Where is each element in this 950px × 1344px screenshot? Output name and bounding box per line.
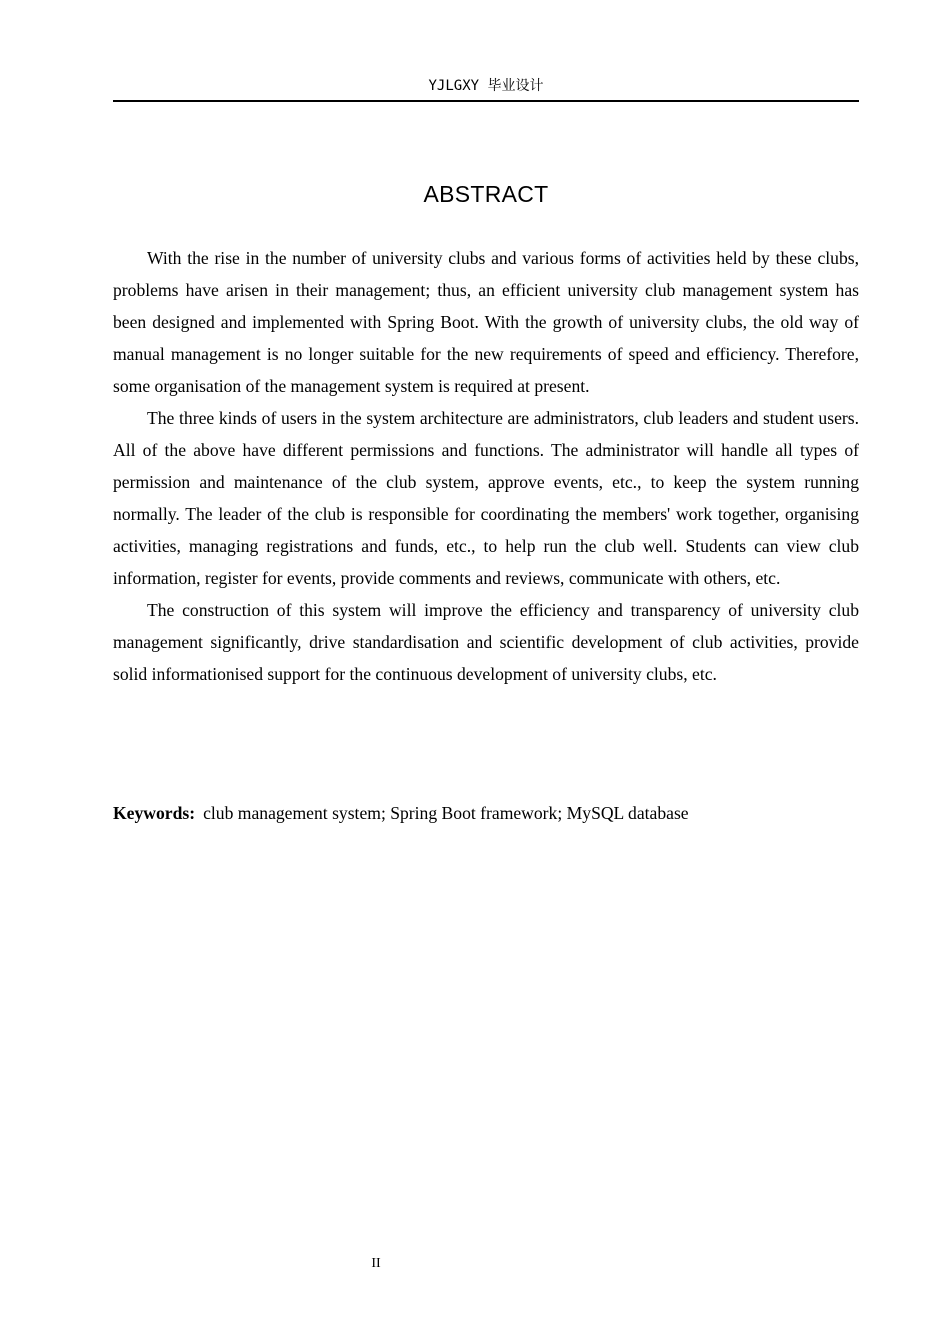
abstract-paragraph-1: With the rise in the number of university clubs and various forms of activities held by these clubs, problems have arisen in their management; thus, an efficient university club management system has been designed and implemented with Spring Boot. With the growth of university clubs, the old way of manual management is no longer suitable for the new requirements of speed and efficiency. Therefore, some organisation of the management system is required at present.: [113, 248, 859, 396]
page-header: YJLGXY 毕业设计: [428, 78, 544, 94]
keywords-text: club management system; Spring Boot framework; MySQL database: [203, 803, 689, 823]
abstract-paragraph-2: The three kinds of users in the system architecture are administrators, club leaders and student users. All of the above have different permissions and functions. The administrator will handle all types of permission and maintenance of the club system, approve events, etc., to keep the system running normally. The leader of the club is responsible for coordinating the members' work together, organising activities, managing registrations and funds, etc., to help run the club well. Students can view club information, register for events, provide comments and reviews, communicate with others, etc.: [113, 408, 859, 588]
keywords-line: [113, 797, 859, 829]
keywords-label: Keywords:: [113, 803, 196, 823]
page-number: II: [371, 1256, 381, 1271]
abstract-title: ABSTRACT: [423, 181, 549, 207]
abstract-paragraph-3: The construction of this system will improve the efficiency and transparency of university club management significantly, drive standardisation and scientific development of club activities, provide solid informationised support for the continuous development of university clubs, etc.: [113, 600, 859, 684]
abstract-body: [113, 242, 859, 690]
header-rule: [113, 100, 859, 102]
